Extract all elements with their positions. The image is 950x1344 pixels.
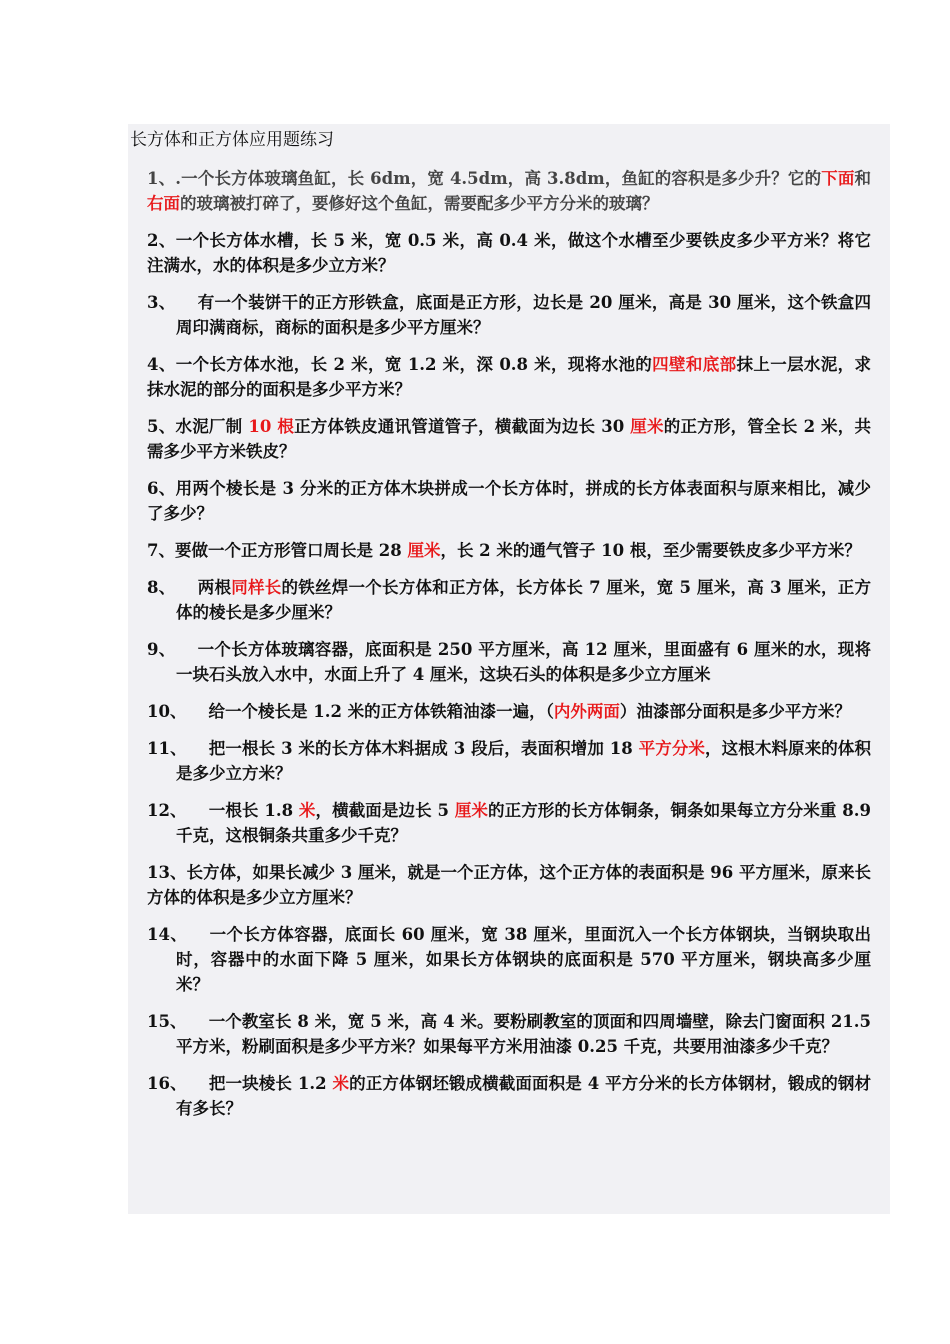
problem-item (147, 922, 871, 997)
highlighted-text: 内外两面 (553, 702, 620, 721)
problem-item (147, 290, 871, 340)
problem-item (147, 860, 871, 910)
problem-item (147, 228, 871, 278)
highlighted-text: 厘米 (407, 541, 441, 560)
problem-item (147, 1009, 871, 1059)
highlighted-text: 四壁和底部 (652, 355, 737, 374)
problem-text: ，长 2 米的通气管子 10 根，至少需要铁皮多少平方米？ (440, 541, 861, 560)
highlighted-text: 下面 (821, 169, 855, 188)
problem-text: 一个长方体玻璃容器，底面积是 250 平方厘米，高 12 厘米，里面盛有 6 厘米的水，现将一块石头放入水中，水面上升了 4 厘米，这块石头的体积是多少立方厘米 (176, 640, 872, 684)
problem-number: 6、 (147, 479, 176, 498)
problem-item (147, 414, 871, 464)
problem-item (147, 476, 871, 526)
problem-text: 要做一个正方形管口周长是 28 (174, 541, 408, 560)
problem-number: 8、 (147, 578, 176, 597)
problem-text: ，横截面是边长 5 (315, 801, 455, 820)
problem-number: 12、 (147, 801, 187, 820)
problem-text: 的正方体钢坯锻成横截面面积是 4 平方分米的长方体钢材，锻成的钢材有多长？ (176, 1074, 871, 1118)
problem-text: 抹上一层水泥，求抹水泥的部分的面积是多少平方米？ (147, 355, 872, 399)
problem-number: 10、 (147, 702, 187, 721)
problem-text: ，这根木料原来的体积是多少立方米？ (176, 739, 872, 783)
highlighted-text: 米 (298, 801, 316, 820)
highlighted-text: 右面 (147, 194, 180, 213)
page-title: 长方体和正方体应用题练习 (130, 130, 334, 150)
problem-number: 7、 (147, 541, 175, 560)
problem-item (147, 798, 871, 848)
highlighted-text: 同样长 (231, 578, 282, 597)
problem-item (147, 736, 871, 786)
problem-text: 水泥厂制 (175, 417, 249, 436)
highlighted-text: 平方分米 (638, 739, 706, 758)
problem-item (147, 637, 871, 687)
problem-item (147, 699, 871, 724)
problem-text: 一根长 1.8 (208, 801, 299, 820)
highlighted-text: 米 (332, 1074, 350, 1093)
problem-text: 一个长方体水槽，长 5 米，宽 0.5 米，高 0.4 米，做这个水槽至少要铁皮多少平方米？将它注满水，水的体积是多少立方米？ (147, 231, 871, 275)
problem-text: 用两个棱长是 3 分米的正方体木块拼成一个长方体时，拼成的长方体表面积与原来相比，减少了多少？ (147, 479, 871, 523)
problem-number: 15、 (147, 1012, 187, 1031)
problem-item (147, 538, 871, 563)
problem-item (147, 575, 871, 625)
problem-text: 长方体，如果长减少 3 厘米，就是一个正方体，这个正方体的表面积是 96 平方厘米，原来长方体的体积是多少立方厘米？ (147, 863, 871, 907)
problem-number: 2、 (147, 231, 176, 250)
problem-text: 一个长方体水池，长 2 米，宽 1.2 米，深 0.8 米，现将水池的 (175, 355, 653, 374)
problem-text: .一个长方体玻璃鱼缸，长 6dm，宽 4.5dm，高 3.8dm，鱼缸的容积是多少升？它的 (175, 169, 822, 188)
highlighted-text: 10 根 (248, 417, 295, 436)
problem-number: 1、 (147, 169, 176, 188)
problem-text: 一个长方体容器，底面长 60 厘米，宽 38 厘米，里面沉入一个长方体钢块，当钢块取出时，容器中的水面下降 5 厘米，如果长方体钢块的底面积是 570 平方厘米，钢块高多少厘米？ (176, 925, 871, 994)
problem-text: 有一个装饼干的正方形铁盒，底面是正方形，边长是 20 厘米，高是 30 厘米，这个铁盒四周印满商标，商标的面积是多少平方厘米？ (176, 293, 871, 337)
problem-number: 3、 (147, 293, 176, 312)
problem-text: 给一个棱长是 1.2 米的正方体铁箱油漆一遍，（ (208, 702, 554, 721)
problem-number: 4、 (147, 355, 176, 374)
problem-item (147, 1071, 871, 1121)
problem-text: 把一根长 3 米的长方体木料据成 3 段后，表面积增加 18 (208, 739, 639, 758)
highlighted-text: 厘米 (454, 801, 489, 820)
problem-text: 的玻璃被打碎了，要修好这个鱼缸，需要配多少平方分米的玻璃？ (180, 194, 659, 213)
problem-text: 正方体铁皮通讯管道管子，横截面为边长 30 (294, 417, 631, 436)
problem-number: 9、 (147, 640, 176, 659)
problem-number: 14、 (147, 925, 188, 944)
problem-number: 5、 (147, 417, 176, 436)
problem-text: 的铁丝焊一个长方体和正方体，长方体长 7 厘米，宽 5 厘米，高 3 厘米，正方体的棱长是多少厘米？ (176, 578, 872, 622)
highlighted-text: 厘米 (630, 417, 664, 436)
problem-number: 11、 (147, 739, 187, 758)
problem-number: 13、 (147, 863, 187, 882)
problem-list (147, 166, 871, 1133)
problem-text: 两根 (197, 578, 232, 597)
problem-text: 把一块棱长 1.2 (208, 1074, 333, 1093)
problem-number: 16、 (147, 1074, 187, 1093)
problem-text: 一个教室长 8 米，宽 5 米，高 4 米。要粉刷教室的顶面和四周墙壁，除去门窗面积 21.5 平方米，粉刷面积是多少平方米？如果每平方米用油漆 0.25 千克，共要用油漆多少千克？ (176, 1012, 872, 1056)
problem-text: 的正方形，管全长 2 米，共需多少平方米铁皮？ (147, 417, 871, 461)
problem-item (147, 352, 871, 402)
problem-text: 的正方形的长方体铜条，铜条如果每立方分米重 8.9 千克，这根铜条共重多少千克？ (176, 801, 872, 845)
problem-text: ）油漆部分面积是多少平方米？ (619, 702, 851, 721)
problem-item (147, 166, 871, 216)
problem-text: 和 (854, 169, 872, 188)
